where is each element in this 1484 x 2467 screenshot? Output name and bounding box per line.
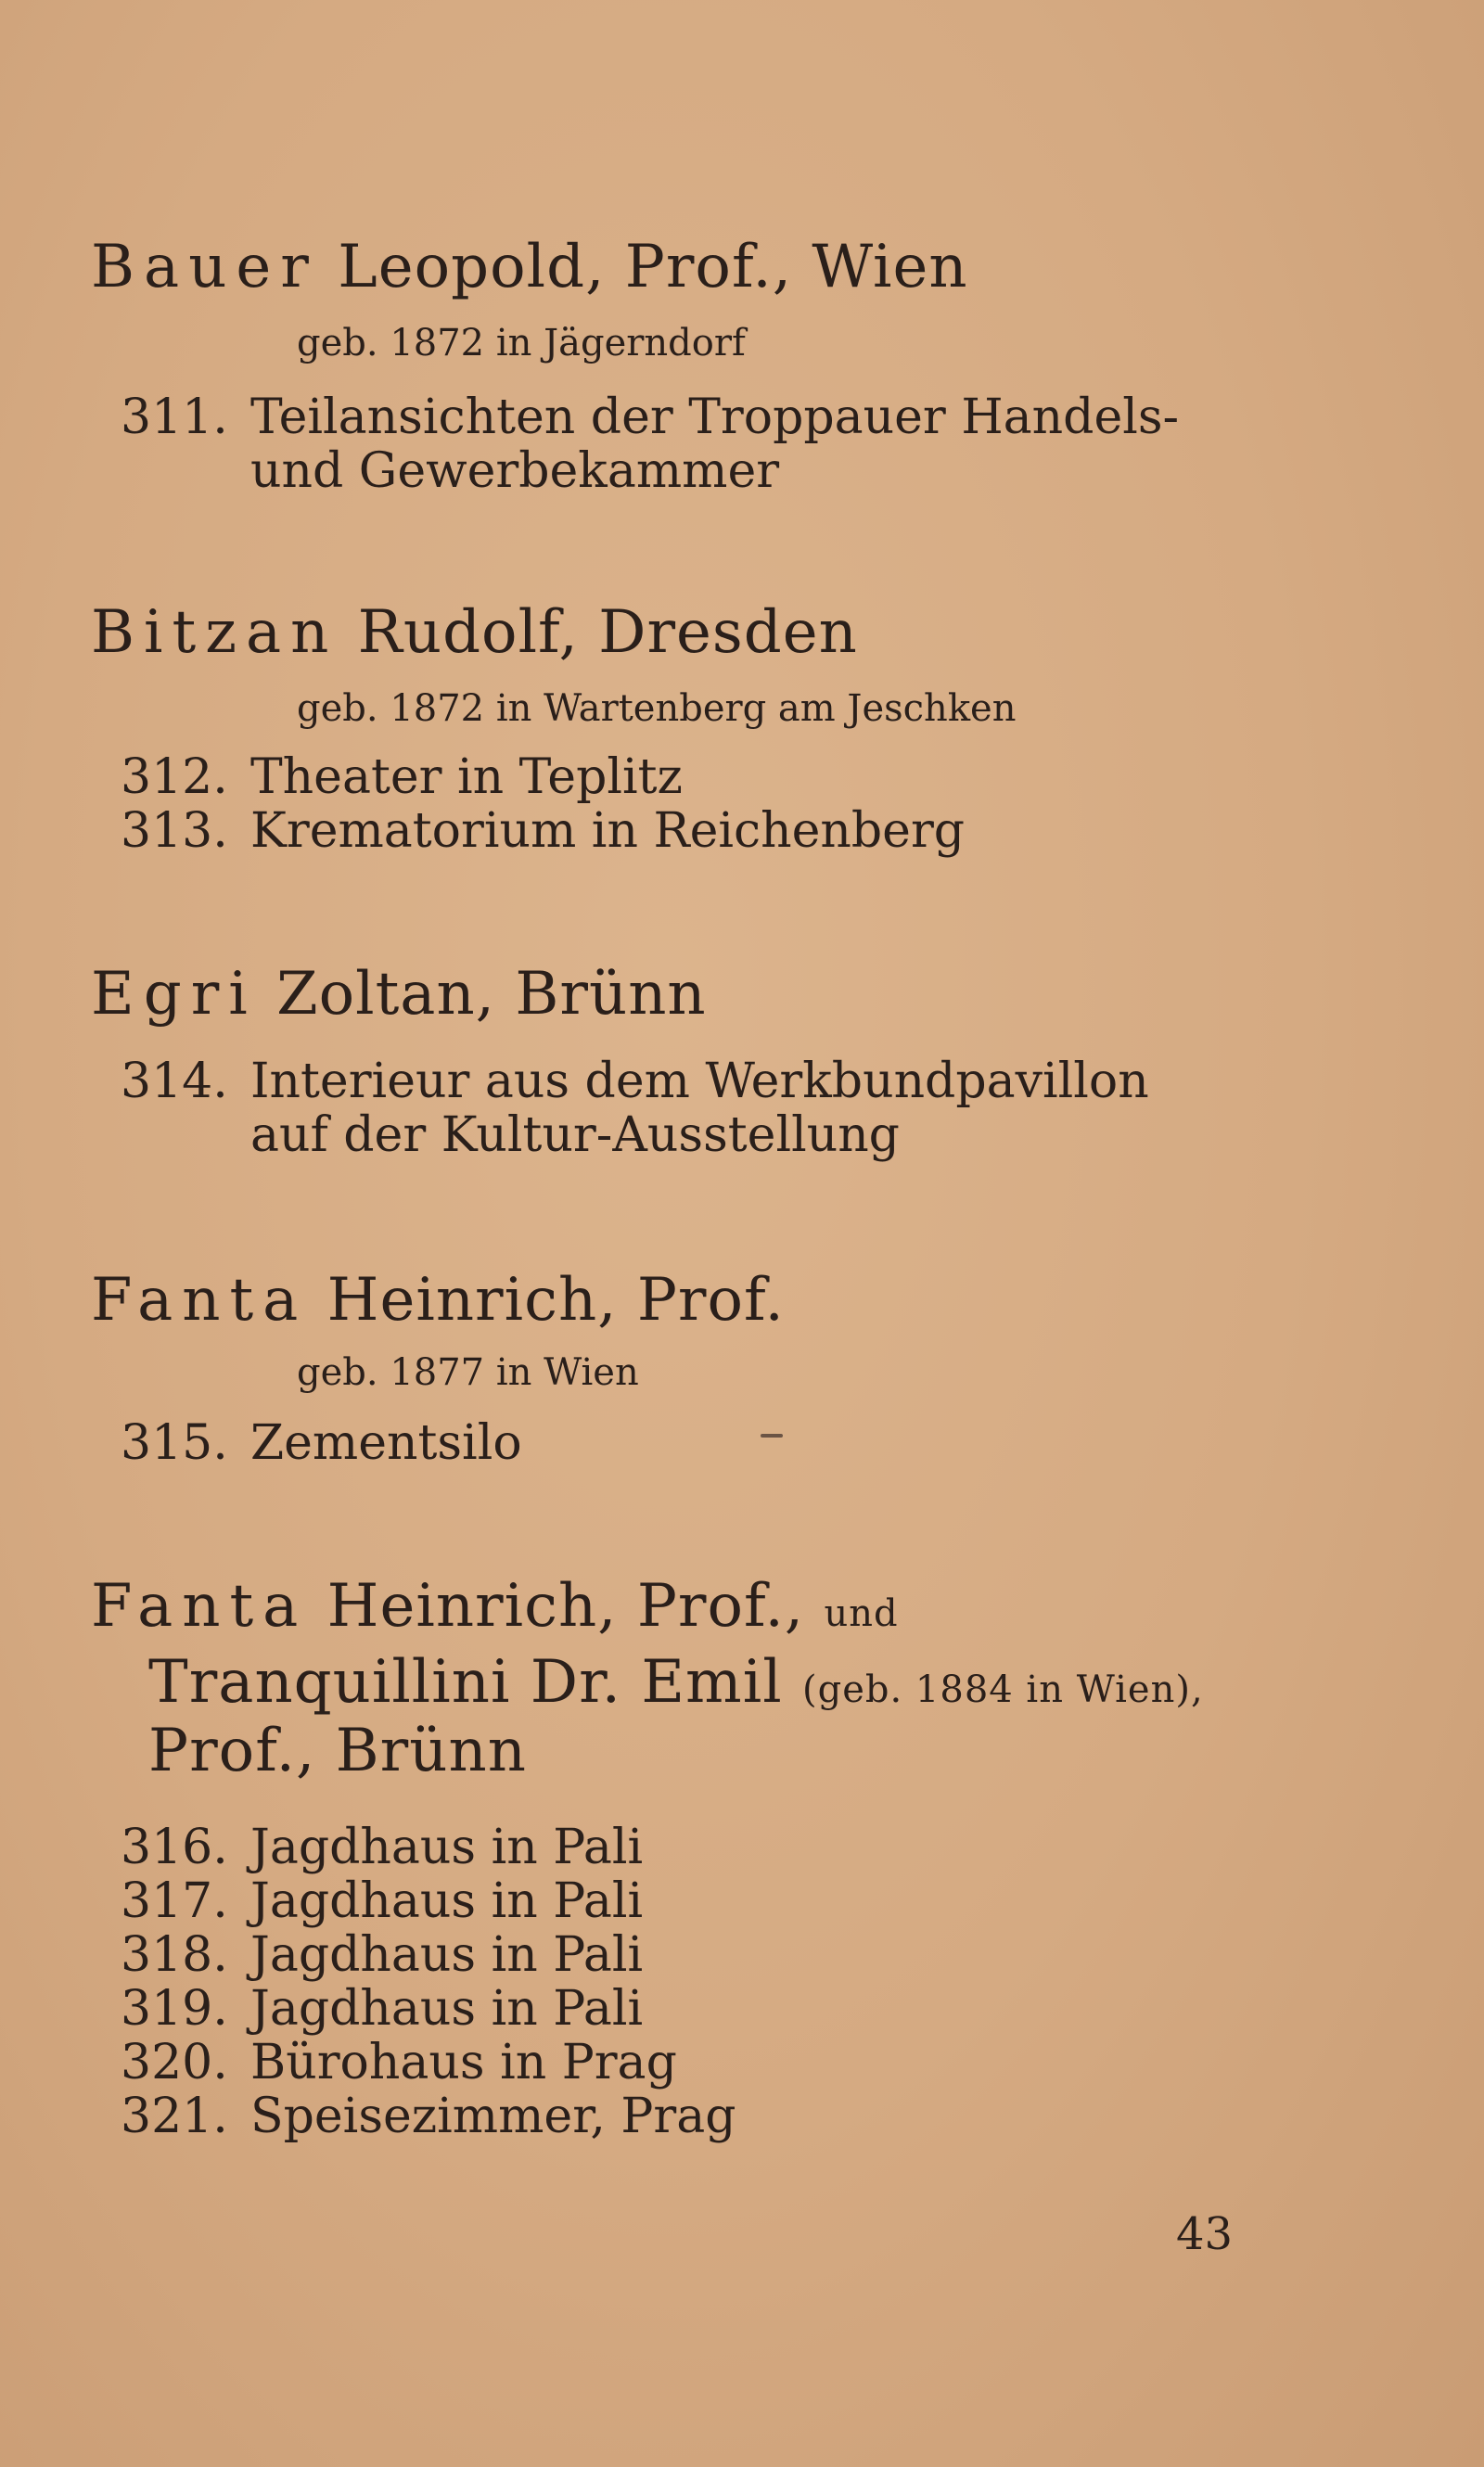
artist-details: Heinrich, Prof. (326, 1266, 785, 1335)
birth-info: geb. 1877 in Wien (297, 1351, 639, 1394)
artist-heading-fanta-tranquillini (91, 1572, 899, 1641)
artist-heading-fanta (91, 1266, 785, 1335)
entry-title: Krematorium in Reichenberg (250, 803, 966, 859)
artist-heading-bitzan (91, 598, 858, 667)
artist-details: Rudolf, Dresden (357, 598, 858, 667)
entry-title: Bürohaus in Prag (250, 2035, 677, 2090)
artist-surname: Bitzan (91, 598, 339, 667)
catalog-entry (121, 1873, 644, 1929)
conjunction: und (824, 1592, 899, 1635)
artist-details: Heinrich, Prof., (326, 1572, 805, 1641)
paper-speck (761, 1434, 783, 1438)
artist-details: Zoltan, Brünn (276, 960, 707, 1029)
entry-number: 320. (121, 2035, 228, 2090)
entry-title: Jagdhaus in Pali (250, 1820, 644, 1875)
catalog-entry (121, 749, 683, 805)
entry-title: Teilansichten der Troppauer Handels- (250, 390, 1180, 445)
birth-info: geb. 1872 in Jägerndorf (297, 322, 746, 364)
artist-surname: Fanta (91, 1572, 308, 1641)
entry-title: Theater in Teplitz (250, 749, 683, 805)
catalog-entry (121, 443, 780, 499)
catalog-entry (121, 1054, 1149, 1109)
artist-details: Leopold, Prof., Wien (338, 233, 968, 301)
catalog-entry (121, 803, 966, 859)
entry-title: Speisezimmer, Prag (250, 2089, 736, 2144)
artist-heading-egri (91, 960, 707, 1029)
entry-title: auf der Kultur-Ausstellung (250, 1107, 900, 1163)
catalog-entry (121, 1927, 644, 1983)
co-artist-location: Prof., Brünn (148, 1717, 527, 1785)
catalog-entry (121, 1981, 644, 2037)
catalog-entry (121, 2035, 677, 2090)
artist-surname: Bauer (91, 233, 318, 301)
co-artist-name: Tranquillini Dr. Emil (148, 1648, 783, 1717)
entry-title: Jagdhaus in Pali (250, 1981, 644, 2037)
birth-info: geb. 1872 in Wartenberg am Jeschken (297, 687, 1017, 730)
entry-title: Jagdhaus in Pali (250, 1927, 644, 1983)
catalog-entry (121, 2089, 736, 2144)
entry-number: 313. (121, 803, 228, 859)
entry-number: 318. (121, 1927, 228, 1983)
entry-number: 312. (121, 749, 228, 805)
entry-number: 311. (121, 390, 228, 445)
co-artist-birth: (geb. 1884 in Wien), (802, 1668, 1204, 1711)
entry-title: Zementsilo (250, 1415, 522, 1471)
catalog-entry (121, 390, 1180, 445)
co-artist-line (148, 1648, 1204, 1717)
entry-number: 317. (121, 1873, 228, 1929)
catalog-entry (121, 1107, 900, 1163)
page-number: 43 (1176, 2208, 1234, 2260)
entry-number: 319. (121, 1981, 228, 2037)
artist-surname: Egri (91, 960, 257, 1029)
entry-title: Jagdhaus in Pali (250, 1873, 644, 1929)
catalog-entry (121, 1415, 522, 1471)
catalog-entry (121, 1820, 644, 1875)
artist-heading-bauer (91, 233, 968, 301)
entry-number: 314. (121, 1054, 228, 1109)
entry-number: 316. (121, 1820, 228, 1875)
entry-number: 315. (121, 1415, 228, 1471)
entry-title: und Gewerbekammer (250, 443, 780, 499)
artist-surname: Fanta (91, 1266, 308, 1335)
entry-number: 321. (121, 2089, 228, 2144)
entry-title: Interieur aus dem Werkbundpavillon (250, 1054, 1149, 1109)
